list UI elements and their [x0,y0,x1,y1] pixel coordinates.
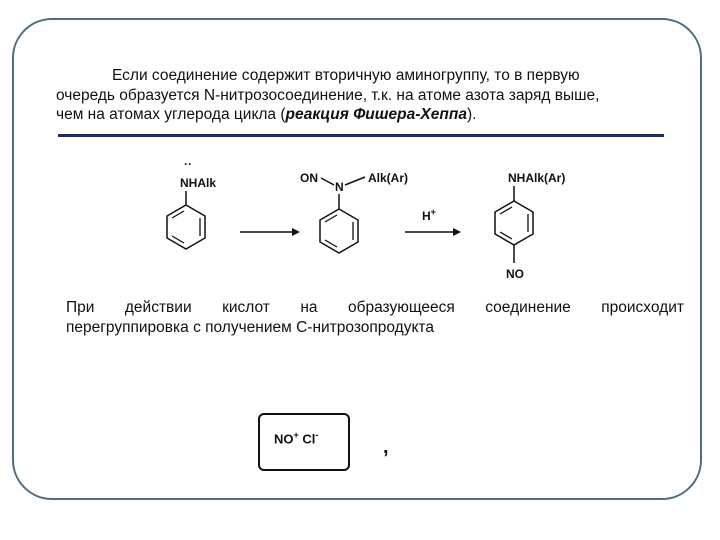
reactant-nhalk-label: NHAlk [180,176,217,190]
intermediate-alk-label: Alk(Ar) [368,171,409,185]
para2-word: кислот [222,299,270,316]
para2-word: происходит [601,299,684,316]
para2-word: образующееся [347,299,455,316]
intro-line-3-start: чем на атомах углерода цикла ( [56,106,286,123]
intermediate-benzene-ring [320,209,358,253]
product-nhalk-label: NHAlk(Ar) [508,171,566,185]
product-benzene-ring [495,201,533,245]
intro-paragraph [56,66,696,125]
para2-word: соединение [485,299,571,316]
para2-word: на [300,299,318,316]
para2-line-1 [66,298,684,318]
intro-line-3-end: ). [466,106,477,123]
reagent-minus: - [315,430,319,440]
intro-line-2: очередь образуется N-нитрозосоединение, т.к. на атоме азота заряд выше, [56,86,600,104]
reaction-scheme [150,160,610,300]
para2-word: действии [124,299,192,316]
divider-bar [58,134,664,137]
intermediate-n-label: N [335,180,344,194]
reagent-cl: Cl [302,431,316,447]
product-no-label: NO [506,267,524,281]
catalyst-label: H+ [422,207,436,223]
nitrosyl-chloride-box [258,413,350,471]
reaction-name: реакция Фишера-Хеппа [285,106,467,123]
trailing-comma: , [383,436,389,458]
reagent-plus: + [293,430,299,440]
para2-line-2: перегруппировка с получением С-нитрозопродукта [66,319,434,336]
para2-word: При [66,299,95,316]
lone-pair-dots: ·· [184,160,192,171]
intermediate-on-label: ON [300,171,318,185]
intro-line-1: Если соединение содержит вторичную аминогруппу, то в первую [112,67,580,84]
rearrangement-paragraph [66,298,684,338]
reagent-no: NO [274,431,294,447]
reactant-benzene-ring [167,205,205,249]
